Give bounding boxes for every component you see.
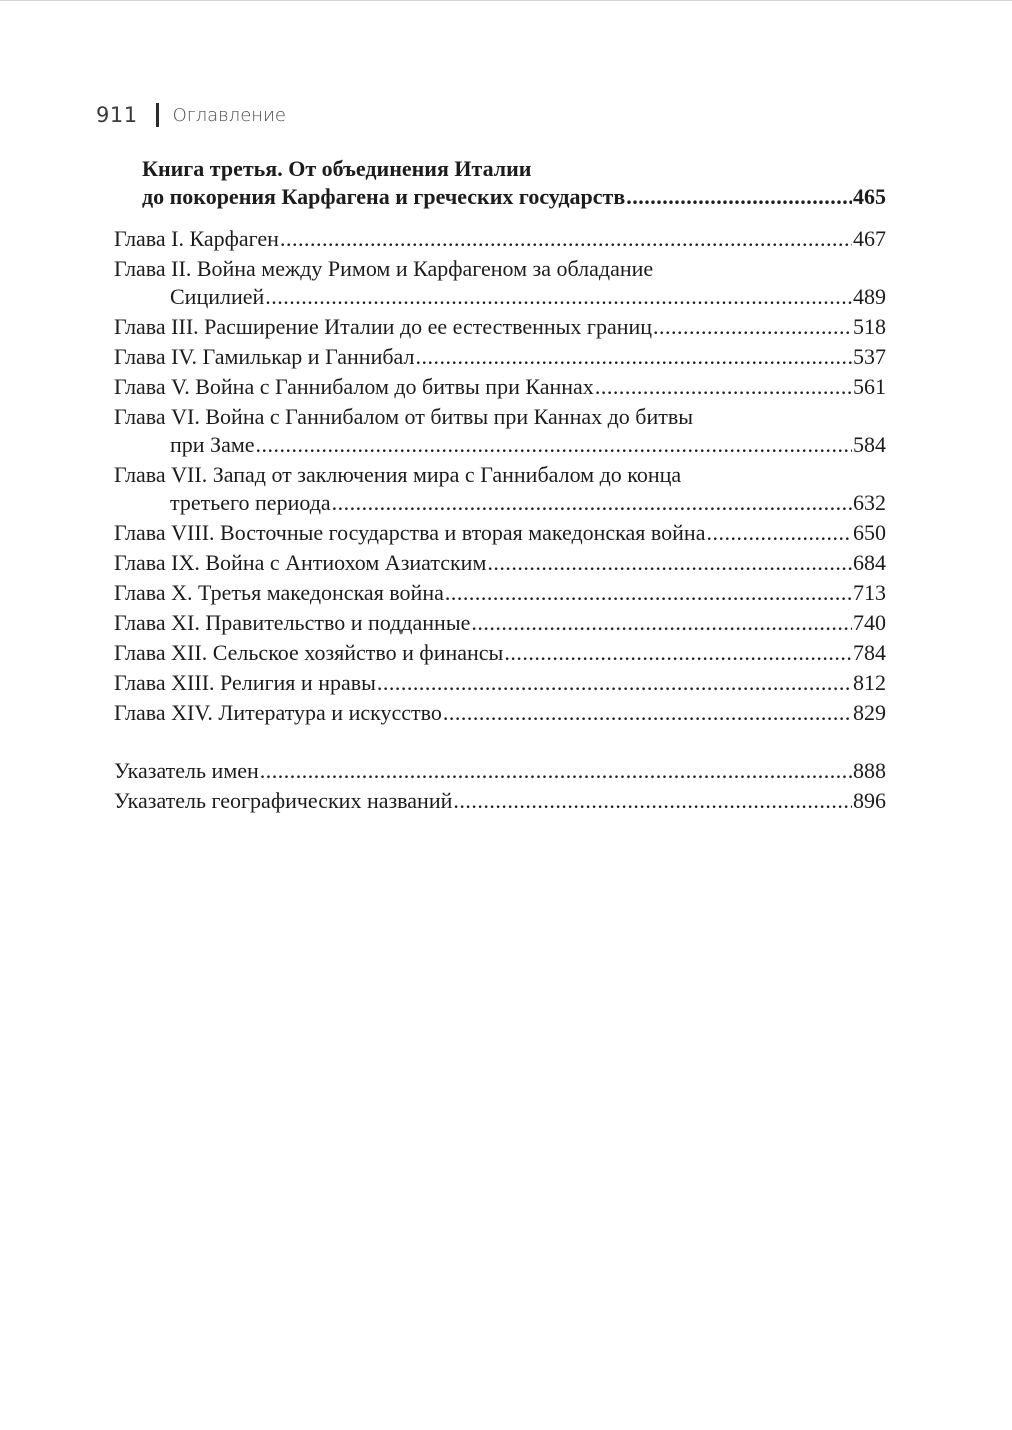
toc-entry-chapter-1: [114, 225, 886, 253]
dot-leader: [260, 757, 852, 785]
chapter-page: 518: [853, 314, 886, 339]
chapter-title: Глава III. Расширение Италии до ее естественных границ: [114, 314, 653, 339]
chapter-title: Глава VIII. Восточные государства и вторая македонская война: [114, 520, 706, 545]
book-title-text: до покорения Карфагена и греческих государств: [142, 184, 626, 209]
toc-entry-chapter-4: [114, 343, 886, 371]
chapter-page: 740: [853, 610, 886, 635]
chapter-title-continued: при Заме: [170, 432, 255, 457]
chapter-page: 812: [853, 670, 886, 695]
chapter-title: Глава X. Третья македонская война: [114, 580, 444, 605]
chapter-page: 650: [853, 520, 886, 545]
top-border: [0, 0, 1012, 1]
book-title-line-1: Книга третья. От объединения Италии: [142, 156, 532, 181]
chapter-page: 632: [853, 490, 886, 515]
dot-leader: [415, 343, 852, 371]
chapter-page: 684: [853, 550, 886, 575]
dot-leader: [265, 283, 852, 311]
chapter-title-continued: Сицилией: [170, 284, 265, 309]
toc-entry-chapter-11: [114, 609, 886, 637]
chapter-page: 467: [853, 226, 886, 251]
book-page: 465: [853, 184, 886, 209]
dot-leader: [487, 549, 852, 577]
running-header: [96, 100, 286, 130]
chapter-page: 561: [853, 374, 886, 399]
chapter-title: Глава IX. Война с Антиохом Азиатским: [114, 550, 487, 575]
toc-entry-chapter-5: [114, 373, 886, 401]
dot-leader: [332, 489, 852, 517]
dot-leader: [377, 669, 852, 697]
dot-leader: [280, 225, 852, 253]
chapter-page: 713: [853, 580, 886, 605]
chapter-title: Глава VI. Война с Ганнибалом от битвы при Каннах до битвы: [114, 404, 694, 429]
dot-leader: [706, 519, 852, 547]
page-number: 911: [96, 103, 138, 127]
toc-entry-chapter-6: [114, 403, 886, 459]
dot-leader: [626, 183, 852, 211]
header-divider: [156, 103, 159, 127]
toc-entry-chapter-10: [114, 579, 886, 607]
book-title-line-2: [142, 183, 886, 211]
index-title: Указатель географических названий: [114, 788, 453, 813]
index-page: 888: [853, 758, 886, 783]
chapter-page: 537: [853, 344, 886, 369]
dot-leader: [471, 609, 852, 637]
table-of-contents: [114, 155, 886, 817]
dot-leader: [653, 313, 852, 341]
chapter-page: 584: [853, 432, 886, 457]
chapter-title: Глава XIII. Религия и нравы: [114, 670, 376, 695]
dot-leader: [445, 579, 852, 607]
toc-entry-chapter-13: [114, 669, 886, 697]
toc-entry-chapter-7: [114, 461, 886, 517]
section-title: Оглавление: [172, 104, 286, 126]
chapter-title: Глава VII. Запад от заключения мира с Ганнибалом до конца: [114, 462, 682, 487]
toc-entry-chapter-9: [114, 549, 886, 577]
chapter-list: [114, 225, 886, 727]
dot-leader: [453, 787, 852, 815]
chapter-title: Глава XI. Правительство и подданные: [114, 610, 471, 635]
toc-entry-chapter-8: [114, 519, 886, 547]
toc-entry-index-names: [114, 757, 886, 785]
chapter-title: Глава XII. Сельское хозяйство и финансы: [114, 640, 504, 665]
toc-entry-chapter-14: [114, 699, 886, 727]
index-title: Указатель имен: [114, 758, 259, 783]
toc-entry-index-places: [114, 787, 886, 815]
index-page: 896: [853, 788, 886, 813]
dot-leader: [595, 373, 852, 401]
chapter-title: Глава I. Карфаген: [114, 226, 279, 251]
chapter-page: 829: [853, 700, 886, 725]
chapter-title: Глава V. Война с Ганнибалом до битвы при Каннах: [114, 374, 594, 399]
chapter-title: Глава II. Война между Римом и Карфагеном за обладание: [114, 256, 654, 281]
dot-leader: [504, 639, 852, 667]
chapter-page: 489: [853, 284, 886, 309]
chapter-title: Глава XIV. Литература и искусство: [114, 700, 442, 725]
chapter-title-continued: третьего периода: [170, 490, 331, 515]
chapter-title: Глава IV. Гамилькар и Ганнибал: [114, 344, 415, 369]
toc-entry-chapter-12: [114, 639, 886, 667]
book-heading: [114, 155, 886, 211]
index-list: [114, 757, 886, 815]
toc-entry-chapter-2: [114, 255, 886, 311]
dot-leader: [443, 699, 852, 727]
toc-entry-chapter-3: [114, 313, 886, 341]
dot-leader: [256, 431, 852, 459]
chapter-page: 784: [853, 640, 886, 665]
